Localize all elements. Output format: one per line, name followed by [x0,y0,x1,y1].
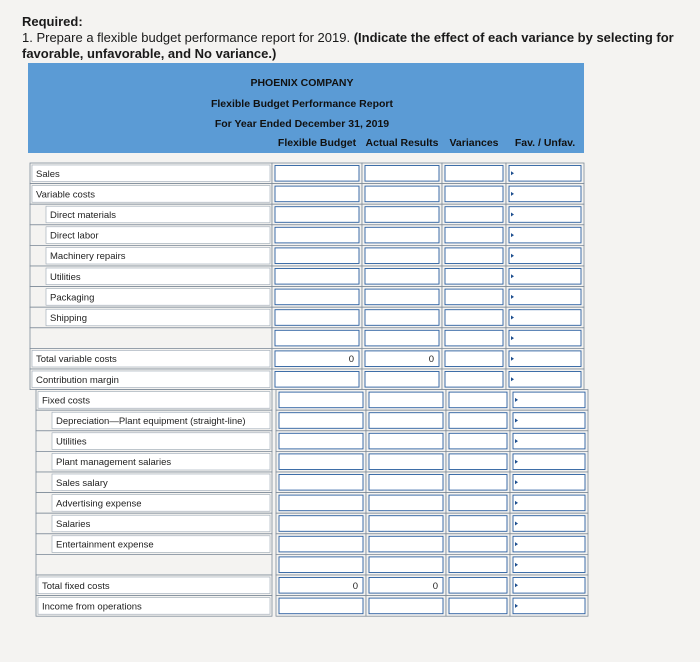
table-row [30,328,584,349]
actual-results-input[interactable] [365,207,439,223]
row-label: Salaries [56,519,91,530]
flex-budget-header: Flexible Budget [277,137,357,149]
actual-results-input[interactable] [365,227,439,243]
fav-unfav-select[interactable] [509,269,581,285]
row-label: Sales salary [56,477,108,489]
fav-unfav-select[interactable] [513,516,585,532]
flex-budget-input[interactable] [279,557,363,573]
flex-budget-input[interactable] [275,207,359,223]
actual-results-input[interactable] [369,516,443,532]
required-heading: Required: [22,14,83,29]
flex-budget-input[interactable] [275,227,359,243]
fav-unfav-select[interactable] [513,495,585,511]
cell-value: 0 [348,354,354,366]
variance-input[interactable] [449,598,507,614]
fav-unfav-select[interactable] [513,536,585,552]
fav-unfav-select[interactable] [513,413,585,429]
actual-results-input[interactable] [365,310,439,326]
task-start: 1. Prepare a flexible budget performance report for 2019. [22,30,354,45]
actual-results-input[interactable] [369,475,443,491]
actual-results-input[interactable] [365,186,439,202]
fav-unfav-select[interactable] [513,557,585,573]
actual-results-input[interactable] [369,413,443,429]
row-label: Sales [36,168,60,180]
actual-results-input[interactable] [369,557,443,573]
fav-unfav-select[interactable] [513,475,585,491]
table-row [36,534,588,555]
row-label: Advertising expense [56,498,142,510]
flex-budget-input[interactable] [275,269,359,285]
flex-budget-input[interactable] [279,433,363,449]
actual-results-input[interactable] [365,289,439,305]
row-label-cell [30,328,272,349]
fav-unfav-select[interactable] [513,454,585,470]
table-row [36,513,588,534]
fav-unfav-select[interactable] [513,433,585,449]
row-label: Total variable costs [36,354,117,366]
variance-input[interactable] [445,269,503,285]
actual-results-input[interactable] [369,495,443,511]
variance-input[interactable] [445,289,503,305]
flex-budget-input[interactable] [279,598,363,614]
row-label: Variable costs [36,189,95,201]
actual-results-input[interactable] [365,330,439,346]
variance-input[interactable] [449,557,507,573]
flex-budget-input[interactable] [279,536,363,552]
table-row [30,204,584,225]
fav-unfav-select[interactable] [509,248,581,264]
actual-results-header: Actual Results [365,137,439,149]
flex-budget-input[interactable] [275,166,359,182]
row-label: Machinery repairs [50,251,126,263]
report-header [28,63,584,153]
flex-budget-input[interactable] [279,454,363,470]
actual-results-input[interactable] [365,269,439,285]
flex-budget-input[interactable] [279,495,363,511]
cell-value: 0 [352,580,358,592]
cell-value: 0 [428,354,434,366]
table-row [30,245,584,266]
fav-unfav-select[interactable] [509,351,581,367]
table-row [36,493,588,514]
variance-input[interactable] [445,351,503,367]
flex-budget-input[interactable] [279,578,363,594]
variance-input[interactable] [445,207,503,223]
flex-budget-input[interactable] [275,330,359,346]
row-label: Contribution margin [36,374,119,386]
fav-unfav-select[interactable] [509,372,581,388]
variance-input[interactable] [445,227,503,243]
row-label: Packaging [50,292,95,304]
row-label: Entertainment expense [56,539,154,551]
table-row [30,266,584,287]
flex-budget-input[interactable] [275,372,359,388]
fav-unfav-select[interactable] [509,186,581,202]
variance-input[interactable] [445,186,503,202]
fav-unfav-select[interactable] [509,227,581,243]
variance-input[interactable] [445,248,503,264]
flex-budget-input[interactable] [279,475,363,491]
table-row [36,410,588,431]
variance-input[interactable] [449,454,507,470]
variance-input[interactable] [449,536,507,552]
variance-input[interactable] [445,330,503,346]
fav-unfav-header: Fav. / Unfav. [514,137,576,149]
variance-input[interactable] [449,578,507,594]
actual-results-input[interactable] [369,392,443,408]
row-label: Plant management salaries [56,457,172,469]
variance-input[interactable] [445,166,503,182]
table-row [36,554,588,575]
fav-unfav-select[interactable] [513,392,585,408]
flex-budget-input[interactable] [275,186,359,202]
actual-results-input[interactable] [365,166,439,182]
variance-input[interactable] [449,433,507,449]
row-label-box[interactable] [32,165,270,182]
variance-input[interactable] [449,475,507,491]
row-label-cell [36,554,272,575]
actual-results-input[interactable] [369,433,443,449]
flex-budget-input[interactable] [275,289,359,305]
fav-unfav-select[interactable] [509,207,581,223]
fav-unfav-select[interactable] [509,330,581,346]
row-label: Total fixed costs [42,580,110,592]
row-label: Shipping [50,313,87,324]
row-label: Direct materials [50,210,116,221]
actual-results-input[interactable] [369,536,443,552]
report-title: Flexible Budget Performance Report [210,98,394,110]
task-bold: (Indicate the effect of each variance by selecting for favorable, unfavorable, and No variance.) [22,30,674,61]
variance-input[interactable] [449,495,507,511]
variance-input[interactable] [449,392,507,408]
row-label: Depreciation—Plant equipment (straight-line) [56,416,246,427]
table-row [30,184,584,205]
fav-unfav-select[interactable] [513,598,585,614]
flex-budget-input[interactable] [275,310,359,326]
flex-budget-input[interactable] [279,516,363,532]
table-row [36,390,588,411]
row-label: Utilities [50,271,81,283]
variance-input[interactable] [445,372,503,388]
table-row [30,348,584,369]
variance-input[interactable] [445,310,503,326]
row-label: Fixed costs [42,395,91,407]
actual-results-input[interactable] [365,248,439,264]
flex-budget-input[interactable] [275,351,359,367]
table-row [30,225,584,246]
cell-value: 0 [432,580,438,592]
variance-input[interactable] [449,516,507,532]
actual-results-input[interactable] [369,454,443,470]
flex-budget-input[interactable] [279,413,363,429]
table-row [36,596,588,617]
fav-unfav-select[interactable] [509,289,581,305]
actual-results-input[interactable] [365,372,439,388]
flex-budget-input[interactable] [279,392,363,408]
table-row [36,451,588,472]
variance-input[interactable] [449,413,507,429]
fav-unfav-select[interactable] [509,310,581,326]
row-label: Income from operations [42,601,142,613]
variances-header: Variances [449,137,499,149]
row-label: Direct labor [50,230,99,242]
company-name: PHOENIX COMPANY [250,77,354,89]
table-row [36,431,588,452]
report-period: For Year Ended December 31, 2019 [214,118,390,130]
table-row [30,369,584,390]
table-row [30,287,584,308]
actual-results-input[interactable] [369,598,443,614]
fav-unfav-select[interactable] [509,166,581,182]
fav-unfav-select[interactable] [513,578,585,594]
table-row [30,163,584,184]
table-row [36,472,588,493]
table-row [36,575,588,596]
flex-budget-input[interactable] [275,248,359,264]
table-row [30,307,584,328]
row-label: Utilities [56,436,87,448]
